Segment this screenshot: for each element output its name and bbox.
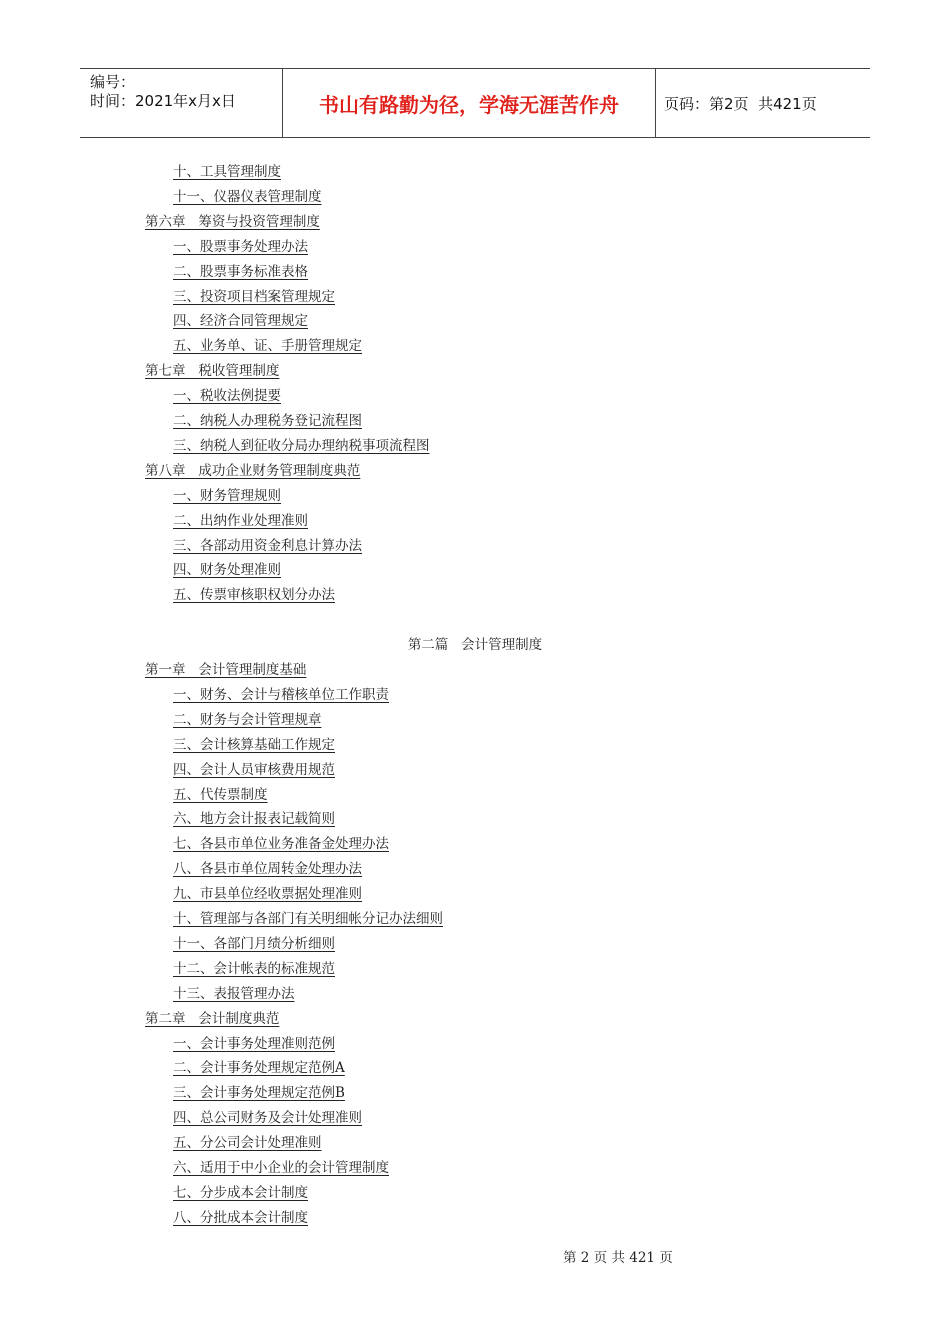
toc-section-link[interactable]: 十三、表报管理办法 [173,985,295,1002]
toc-section-link[interactable]: 一、财务管理规则 [173,487,281,504]
toc-section-link[interactable]: 二、出纳作业处理准则 [173,512,308,529]
toc-section-link[interactable]: 二、纳税人办理税务登记流程图 [173,413,362,429]
toc-section-entry [173,832,389,856]
header-motto: 书山有路勤为径，学海无涯苦作舟 [319,92,619,117]
toc-section-entry [173,982,295,1006]
toc-section-entry [173,434,430,458]
toc-section-link[interactable]: 三、会计核算基础工作规定 [173,736,335,753]
header-meta [90,73,236,111]
toc-chapter-link[interactable]: 第七章 税收管理制度 [145,363,280,380]
toc-section-entry [173,708,322,732]
toc-section-entry [173,1131,322,1155]
toc-section-entry [173,334,362,358]
toc-section-link[interactable]: 三、投资项目档案管理规定 [173,288,335,305]
part-title [0,633,950,657]
toc-section-entry [173,1206,308,1230]
toc-section-entry [173,309,308,333]
toc-chapter-entry [145,359,279,383]
toc-section-link[interactable]: 二、股票事务标准表格 [173,263,308,280]
toc-section-entry [173,882,362,906]
toc-section-entry [173,260,308,284]
toc-section-entry [173,733,335,757]
toc-section-link[interactable]: 四、总公司财务及会计处理准则 [173,1110,362,1127]
header-divider [655,69,656,137]
toc-section-link[interactable]: 五、业务单、证、手册管理规定 [173,338,362,355]
toc-section-link[interactable]: 二、财务与会计管理规章 [173,711,322,728]
toc-section-entry [173,185,322,209]
toc-section-link[interactable]: 四、会计人员审核费用规范 [173,761,335,778]
toc-section-link[interactable]: 一、税收法例提要 [173,388,281,405]
number-label: 编号： [90,73,136,91]
toc-section-link[interactable]: 七、分步成本会计制度 [173,1184,308,1201]
part-title-text: 第二篇 会计管理制度 [407,637,543,654]
toc-section-entry [173,484,281,508]
toc-section-entry [173,857,362,881]
toc-section-link[interactable]: 三、纳税人到征收分局办理纳税事项流程图 [173,437,430,454]
toc-section-link[interactable]: 一、股票事务处理办法 [173,238,308,255]
toc-section-entry [173,783,268,807]
toc-section-link[interactable]: 六、地方会计报表记载简则 [173,811,335,828]
toc-section-entry [173,1056,345,1080]
toc-section-entry [173,384,281,408]
toc-section-link[interactable]: 四、经济合同管理规定 [173,313,308,330]
toc-section-link[interactable]: 十一、仪器仪表管理制度 [173,188,322,205]
toc-section-entry [173,534,362,558]
toc-section-entry [173,1106,362,1130]
header-page-info: 页码：第2页 共421页 [664,94,817,113]
toc-section-entry [173,932,335,956]
toc-section-entry [173,807,335,831]
toc-section-link[interactable]: 七、各县市单位业务准备金处理办法 [173,836,389,853]
toc-section-entry [173,1081,345,1105]
time-label: 时间：2021年x月x日 [90,92,236,110]
toc-section-link[interactable]: 五、分公司会计处理准则 [173,1135,322,1152]
toc-section-entry [173,160,281,184]
toc-chapter-link[interactable]: 第八章 成功企业财务管理制度典范 [145,462,361,479]
toc-chapter-entry [145,459,360,483]
toc-section-entry [173,907,443,931]
toc-chapter-entry [145,1007,279,1031]
blank-line [0,608,950,632]
toc-section-link[interactable]: 十、管理部与各部门有关明细帐分记办法细则 [173,911,443,927]
toc-chapter-link[interactable]: 第一章 会计管理制度基础 [145,662,307,678]
toc-section-entry [173,509,308,533]
toc-section-link[interactable]: 三、会计事务处理规定范例B [173,1085,345,1102]
toc-section-link[interactable]: 一、会计事务处理准则范例 [173,1035,335,1052]
toc-section-link[interactable]: 十二、会计帐表的标准规范 [173,960,335,977]
toc-section-link[interactable]: 五、代传票制度 [173,786,268,803]
toc-section-link[interactable]: 二、会计事务处理规定范例A [173,1060,345,1077]
toc-section-entry [173,235,308,259]
toc-section-entry [173,758,335,782]
toc-section-entry [173,957,335,981]
toc-section-entry [173,558,281,582]
toc-chapter-link[interactable]: 第二章 会计制度典范 [145,1010,280,1027]
toc-section-entry [173,683,389,707]
toc-section-link[interactable]: 四、财务处理准则 [173,562,281,579]
toc-section-link[interactable]: 八、分批成本会计制度 [173,1209,308,1226]
toc-section-entry [173,1181,308,1205]
toc-section-link[interactable]: 八、各县市单位周转金处理办法 [173,861,362,878]
toc-chapter-entry [145,210,320,234]
toc-section-entry [173,409,362,433]
toc-section-link[interactable]: 六、适用于中小企业的会计管理制度 [173,1160,389,1176]
toc-section-entry [173,1156,389,1180]
page-header [80,68,870,138]
toc-section-link[interactable]: 三、各部动用资金利息计算办法 [173,537,362,554]
toc-section-link[interactable]: 五、传票审核职权划分办法 [173,587,335,604]
toc-section-entry [173,1032,335,1056]
toc-section-link[interactable]: 十一、各部门月绩分析细则 [173,935,335,952]
footer-page-number: 第 2 页 共 421 页 [563,1250,673,1266]
toc-section-link[interactable]: 一、财务、会计与稽核单位工作职责 [173,686,389,703]
toc-chapter-link[interactable]: 第六章 筹资与投资管理制度 [145,213,320,230]
toc-section-entry [173,583,335,607]
toc-section-entry [173,285,335,309]
toc-section-link[interactable]: 九、市县单位经收票据处理准则 [173,886,362,903]
toc-section-link[interactable]: 十、工具管理制度 [173,164,281,180]
toc-chapter-entry [145,658,306,682]
